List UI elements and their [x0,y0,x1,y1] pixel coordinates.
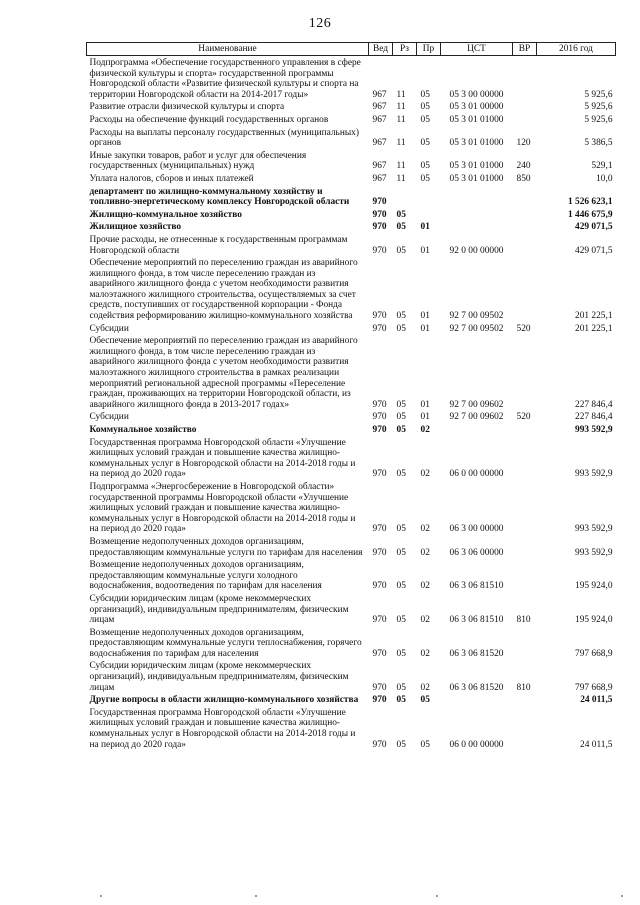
cell-pr: 01 [420,222,430,233]
cell-pr: 01 [420,245,430,256]
cell-rz: 05 [396,739,406,750]
table-row [87,423,616,436]
cell-ved: 967 [372,161,387,172]
cell-rz: 05 [396,648,406,659]
cell-sum: 993 592,9 [575,469,613,480]
cell-vr [513,113,537,126]
cell-cst: 06 3 06 81510 [449,581,504,592]
cell-vr [513,220,537,233]
cell-sum: 201 225,1 [575,323,613,334]
cell-sum: 993 592,9 [575,425,613,435]
cell-ved: 970 [372,323,387,334]
cell-rz: 11 [396,173,406,184]
cell-name: Субсидии [89,323,129,334]
cell-sum: 429 071,5 [575,222,613,233]
cell-name: Субсидии [89,412,129,423]
cell-vr [513,256,537,322]
cell-name: Возмещение недополученных доходов организациям, предоставляющим коммунальные услуги по тарифам для населения [89,536,363,558]
cell-cst: 06 3 06 81520 [449,682,504,693]
page-number: 126 [308,16,332,31]
table-row [87,322,616,335]
cell-cst: 06 0 00 00000 [449,739,504,750]
cell-cst: 05 3 01 01000 [449,114,504,125]
budget-table [86,42,616,750]
cell-sum: 5 925,6 [584,89,613,100]
cell-rz: 05 [396,547,406,558]
cell-cst [441,423,513,436]
cell-rz: 05 [396,399,406,410]
cell-cst: 05 3 01 00000 [449,102,504,113]
cell-pr: 02 [420,682,430,693]
table-row [87,659,616,693]
cell-rz: 05 [396,469,406,480]
cell-name: Прочие расходы, не отнесенные к государственным программам Новгородской области [89,234,348,256]
cell-name: департамент по жилищно-коммунальному хозяйству и топливно-энергетическому комплексу Новгородской области [89,186,350,208]
cell-sum: 529,1 [591,161,613,172]
cell-sum: 1 526 623,1 [567,197,613,208]
cell-pr: 01 [420,311,430,322]
cell-cst [441,208,513,221]
cell-ved: 967 [372,89,387,100]
table-row [87,334,616,410]
cell-rz: 11 [396,161,406,172]
cell-rz: 05 [396,311,406,322]
cell-name: Иные закупки товаров, работ и услуг для обеспечения государственных (муниципальных) нужд [89,150,307,172]
cell-vr [513,233,537,256]
cell-sum: 5 925,6 [584,102,613,113]
cell-name: Жилищно-коммунальное хозяйство [89,209,242,220]
cell-ved: 970 [372,739,387,750]
cell-name: Обеспечение мероприятий по переселению граждан из аварийного жилищного фонда, в том числе переселению граждан из аварийного жилищного фонда с учетом необходимости развития малоэтажного жилищного строительства, осуществляемых за счет средств, поступивших от государственной корпорации - Фонда содействия реформированию жилищно-коммунального хозяйства [89,258,358,322]
cell-name: Обеспечение мероприятий по переселению граждан из аварийного жилищного фонда, в том числе переселению граждан из аварийного жилищного фонда с учетом необходимости развития малоэтажного жилищного строительства в рамках реализации мероприятий региональной адресной программы «Переселение граждан, проживающих на территории Новгородской области, из аварийного жилищного фонда в 2013-2017 годах» [89,336,358,410]
table-row [87,126,616,149]
scan-marks [0,895,640,899]
table-row [87,535,616,558]
cell-cst: 05 3 01 01000 [449,173,504,184]
cell-vr: 810 [516,615,531,626]
cell-rz: 05 [396,222,406,233]
cell-rz: 05 [396,209,406,220]
table-row [87,220,616,233]
cell-vr [513,535,537,558]
cell-ved: 967 [372,173,387,184]
table-header [87,43,616,56]
cell-pr [417,208,441,221]
cell-ved: 970 [372,682,387,693]
cell-pr: 02 [420,581,430,592]
cell-sum: 797 668,9 [575,682,613,693]
cell-name: Подпрограмма «Обеспечение государственного управления в сфере физической культуры и спорта» государственной программы Новгородской области «Развитие физической культуры и спорта на территории Новгородской области на 2014-2017 годы» [89,58,361,100]
cell-pr: 05 [420,102,430,113]
cell-ved: 970 [372,695,387,706]
cell-ved: 970 [372,311,387,322]
cell-cst: 05 3 01 01000 [449,138,504,149]
cell-sum: 24 011,5 [580,739,613,750]
cell-name: Подпрограмма «Энергосбережение в Новгородской области» государственной программы Новгородской области «Улучшение жилищных условий граждан и повышение качества жилищно-коммунальных услуг в Новгородской области на 2014-2018 годы и на период до 2020 года» [89,481,356,535]
header-pr: Пр [417,43,441,56]
cell-ved: 970 [372,547,387,558]
header-sum: 2016 год [537,43,616,56]
cell-pr: 05 [420,89,430,100]
cell-sum: 993 592,9 [575,547,613,558]
cell-vr: 520 [516,323,531,334]
cell-cst: 06 3 06 81520 [449,648,504,659]
cell-vr [513,334,537,410]
table-row [87,256,616,322]
cell-vr [513,208,537,221]
table-row [87,149,616,172]
table-row [87,436,616,480]
table-body [87,56,616,751]
cell-sum: 1 446 675,9 [567,209,613,220]
cell-ved: 970 [372,399,387,410]
cell-cst: 92 7 00 09602 [449,399,504,410]
cell-rz: 11 [396,102,406,113]
table-row [87,558,616,592]
cell-ved: 970 [372,648,387,659]
cell-pr: 05 [420,161,430,172]
cell-rz [393,185,417,208]
cell-ved: 967 [372,102,387,113]
cell-sum: 5 925,6 [584,114,613,125]
cell-name: Развитие отрасли физической культуры и спорта [89,102,285,113]
cell-pr: 05 [420,695,430,706]
cell-vr [513,480,537,535]
cell-ved: 970 [372,412,387,423]
table-row [87,172,616,185]
cell-ved: 970 [372,222,387,233]
header-name: Наименование [87,43,369,56]
cell-ved: 970 [372,524,387,535]
cell-sum: 195 924,0 [575,581,613,592]
cell-pr: 02 [420,648,430,659]
cell-name: Возмещение недополученных доходов организациям, предоставляющим коммунальные услуги холодного водоснабжения, водоотведения по тарифам для населения [89,560,322,592]
cell-cst: 05 3 01 01000 [449,161,504,172]
cell-name: Уплата налогов, сборов и иных платежей [89,173,254,184]
table-row [87,185,616,208]
cell-sum: 429 071,5 [575,245,613,256]
cell-rz: 05 [396,682,406,693]
cell-ved: 967 [372,138,387,149]
cell-name: Субсидии юридическим лицам (кроме некоммерческих организаций), индивидуальным предпринимателям, физическим лицам [89,593,349,626]
cell-vr [513,56,537,101]
cell-sum: 993 592,9 [575,524,613,535]
cell-vr [513,100,537,113]
cell-rz: 11 [396,89,406,100]
cell-vr [513,558,537,592]
cell-name: Коммунальное хозяйство [89,425,197,435]
cell-vr: 120 [516,138,531,149]
header-vr: ВР [513,43,537,56]
cell-pr: 05 [420,114,430,125]
cell-vr [513,706,537,750]
cell-ved: 970 [372,209,387,220]
cell-cst [441,220,513,233]
cell-vr: 810 [516,682,531,693]
header-cst: ЦСТ [441,43,513,56]
cell-sum: 24 011,5 [580,695,613,706]
cell-ved: 970 [372,425,387,435]
cell-pr: 05 [420,739,430,750]
cell-vr [513,185,537,208]
cell-rz: 11 [396,114,406,125]
cell-name: Расходы на обеспечение функций государственных органов [89,114,329,125]
cell-vr [513,693,537,706]
cell-name: Расходы на выплаты персоналу государственных (муниципальных) органов [89,127,359,149]
cell-sum: 10,0 [596,173,613,184]
table-row [87,208,616,221]
cell-ved: 967 [372,114,387,125]
cell-sum: 5 386,5 [584,138,613,149]
cell-cst: 06 3 00 00000 [449,524,504,535]
cell-cst [441,185,513,208]
cell-vr [513,626,537,660]
table-row [87,233,616,256]
cell-pr: 02 [420,425,430,435]
cell-ved: 970 [372,469,387,480]
cell-cst [441,693,513,706]
cell-cst: 06 3 06 81510 [449,615,504,626]
cell-pr: 02 [420,547,430,558]
cell-vr: 850 [516,173,531,184]
header-rz: Рз [393,43,417,56]
cell-name: Другие вопросы в области жилищно-коммунального хозяйства [89,695,359,706]
cell-cst: 92 0 00 00000 [449,245,504,256]
cell-rz: 05 [396,695,406,706]
cell-pr: 02 [420,469,430,480]
cell-cst: 05 3 00 00000 [449,89,504,100]
cell-cst: 92 7 00 09602 [449,412,504,423]
cell-cst: 92 7 00 09502 [449,323,504,334]
cell-name: Государственная программа Новгородской области «Улучшение жилищных условий граждан и повышение качества жилищно-коммунальных услуг в Новгородской области на 2014-2018 годы и на период до 2020 года» [89,707,356,750]
table-row [87,706,616,750]
table-row [87,480,616,535]
cell-rz: 05 [396,323,406,334]
table-row [87,592,616,626]
cell-pr [417,185,441,208]
cell-name: Субсидии юридическим лицам (кроме некоммерческих организаций), индивидуальным предпринимателям, физическим лицам [89,661,349,693]
cell-sum: 195 924,0 [575,615,613,626]
cell-rz: 05 [396,245,406,256]
cell-name: Возмещение недополученных доходов организациям, предоставляющим коммунальные услуги теплоснабжения, горячего водоснабжения по тарифам для населения [89,627,362,659]
table-row [87,693,616,706]
cell-vr [513,436,537,480]
cell-sum: 227 846,4 [575,399,613,410]
cell-vr: 520 [516,412,531,423]
cell-pr: 05 [420,173,430,184]
table-row [87,56,616,101]
cell-rz: 05 [396,412,406,423]
cell-ved: 970 [372,245,387,256]
table-row [87,113,616,126]
cell-rz: 05 [396,524,406,535]
cell-pr: 01 [420,323,430,334]
cell-ved: 970 [372,581,387,592]
cell-sum: 201 225,1 [575,311,613,322]
cell-sum: 227 846,4 [575,412,613,423]
cell-cst: 06 3 06 00000 [449,547,504,558]
table-row [87,626,616,660]
table-row [87,410,616,423]
cell-sum: 797 668,9 [575,648,613,659]
cell-rz: 11 [396,138,406,149]
cell-name: Государственная программа Новгородской области «Улучшение жилищных условий граждан и повышение качества жилищно-коммунальных услуг в Новгородской области на 2014-2018 годы и на период до 2020 года» [89,437,356,480]
cell-pr: 05 [420,138,430,149]
cell-pr: 01 [420,412,430,423]
table-row [87,100,616,113]
cell-name: Жилищное хозяйство [89,222,182,233]
cell-pr: 02 [420,524,430,535]
cell-cst: 06 0 00 00000 [449,469,504,480]
cell-cst: 92 7 00 09502 [449,311,504,322]
cell-pr: 02 [420,615,430,626]
cell-rz: 05 [396,615,406,626]
header-ved: Вед [369,43,393,56]
cell-rz: 05 [396,581,406,592]
cell-ved: 970 [372,615,387,626]
cell-ved: 970 [372,197,387,208]
cell-vr: 240 [516,161,531,172]
cell-pr: 01 [420,399,430,410]
cell-rz: 05 [396,425,406,435]
cell-vr [513,423,537,436]
